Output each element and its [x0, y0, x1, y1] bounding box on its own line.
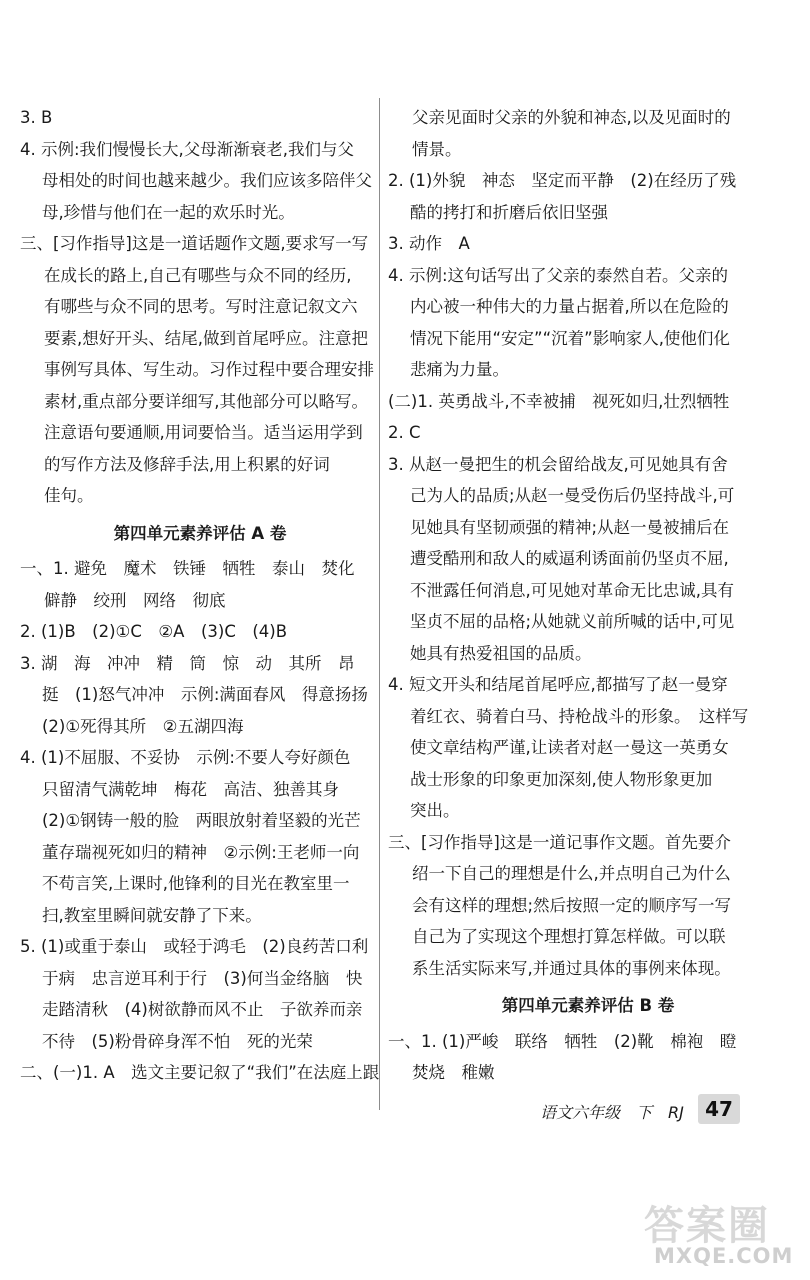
- answer-line: 自己为了实现这个理想打算怎样做。可以联: [412, 927, 726, 946]
- answer-line: 不泄露任何消息,可见她对革命无比忠诚,具有: [410, 580, 734, 600]
- answer-line: 一、1. 避免 魔术 铁锤 牺牲 泰山 焚化: [20, 559, 355, 578]
- answer-line: 焚烧 稚嫩: [412, 1063, 495, 1082]
- answer-line: 2. (1)B (2)①C ②A (3)C (4)B: [20, 622, 288, 641]
- answer-line: 只留清气满乾坤 梅花 高洁、独善其身: [42, 779, 339, 799]
- watermark-text: 答案圈: [644, 1203, 770, 1249]
- answer-line: 不待 (5)粉骨碎身浑不怕 死的光荣: [42, 1031, 313, 1051]
- answer-line: 要素,想好开头、结尾,做到首尾呼应。注意把: [44, 328, 368, 348]
- answer-line: 4. 短文开头和结尾首尾呼应,都描写了赵一曼穿: [388, 675, 728, 694]
- answer-line: 有哪些与众不同的思考。写时注意记叙文六: [44, 297, 358, 316]
- answer-line: 2. (1)外貌 神态 坚定而平静 (2)在经历了残: [388, 171, 737, 190]
- answer-line: (二)1. 英勇战斗,不幸被捕 视死如归,壮烈牺牲: [388, 391, 730, 411]
- answer-line: 见她具有坚韧顽强的精神;从赵一曼被捕后在: [410, 517, 730, 537]
- answer-line: 内心被一种伟大的力量占据着,所以在危险的: [410, 297, 729, 316]
- watermark-url: MXQE.COM: [654, 1244, 794, 1268]
- answer-line: 酷的拷打和折磨后依旧坚强: [410, 202, 608, 222]
- answer-line: 僻静 绞刑 网络 彻底: [44, 590, 226, 610]
- answer-line: 3. 湖 海 冲冲 精 筒 惊 动 其所 昂: [20, 653, 355, 673]
- answer-line: 绍一下自己的理想是什么,并点明自己为什么: [412, 864, 731, 883]
- left-column: [20, 102, 380, 1089]
- answer-line: 董存瑞视死如归的精神 ②示例:王老师一向: [42, 842, 360, 862]
- answer-line: 三、[习作指导]这是一道话题作文题,要求写一写: [20, 234, 369, 253]
- answer-line: 扫,教室里瞬间就安静了下来。: [42, 905, 262, 925]
- answer-line: 3. B: [20, 108, 53, 127]
- answer-line: 三、[习作指导]这是一道记事作文题。首先要介: [388, 832, 731, 852]
- answer-line: 父亲见面时父亲的外貌和神态,以及见面时的: [412, 108, 731, 127]
- answer-line: 坚贞不屈的品格;从她就义前所喊的话中,可见: [410, 612, 735, 631]
- answer-line: 情况下能用“安定”“沉着”影响家人,使他们化: [410, 328, 730, 348]
- answer-line: 会有这样的理想;然后按照一定的顺序写一写: [412, 895, 732, 915]
- right-column: [388, 102, 788, 1089]
- answer-line: 母,珍惜与他们在一起的欢乐时光。: [42, 202, 295, 222]
- answer-line: 悲痛为力量。: [410, 360, 509, 379]
- section-heading-a: 第四单元素养评估 A 卷: [113, 523, 287, 543]
- answer-line: 4. (1)不屈服、不妥协 示例:不要人夸好颜色: [20, 748, 351, 767]
- answer-line: (2)①钢铸一般的脸 两眼放射着坚毅的光芒: [42, 811, 361, 830]
- answer-line: 情景。: [412, 139, 462, 159]
- answer-line: 己为人的品质;从赵一曼受伤后仍坚持战斗,可: [410, 486, 735, 505]
- answer-line: 事例写具体、写生动。习作过程中要合理安排: [44, 360, 374, 379]
- answer-line: 的写作方法及修辞手法,用上积累的好词: [44, 454, 330, 474]
- answer-line: 突出。: [410, 801, 460, 820]
- answer-line: 3. 从赵一曼把生的机会留给战友,可见她具有舍: [388, 454, 728, 474]
- answer-line: 她具有热爱祖国的品质。: [410, 643, 592, 663]
- answer-line: 不苟言笑,上课时,他锋利的目光在教室里一: [42, 874, 350, 893]
- answer-line: 母相处的时间也越来越少。我们应该多陪伴父: [42, 171, 372, 190]
- answer-line: 5. (1)或重于泰山 或轻于鸿毛 (2)良药苦口利: [20, 937, 369, 956]
- watermark-logo: [640, 1192, 802, 1276]
- answer-line: 使文章结构严谨,让读者对赵一曼这一英勇女: [410, 738, 729, 757]
- answer-line: 4. 示例:我们慢慢长大,父母渐渐衰老,我们与父: [20, 139, 355, 159]
- answer-line: (2)①死得其所 ②五湖四海: [42, 716, 244, 736]
- answer-line: 走踏清秋 (4)树欲静而风不止 子欲养而亲: [42, 1000, 363, 1019]
- answer-line: 在成长的路上,自己有哪些与众不同的经历,: [44, 265, 352, 285]
- book-label: 语文六年级 下 RJ: [540, 1103, 684, 1122]
- answer-line: 着红衣、骑着白马、持枪战斗的形象。 这样写: [410, 706, 749, 726]
- answer-line: 素材,重点部分要详细写,其他部分可以略写。: [44, 391, 368, 411]
- answer-line: 挺 (1)怒气冲冲 示例:满面春风 得意扬扬: [42, 685, 368, 704]
- answer-line: 一、1. (1)严峻 联络 牺牲 (2)靴 棉袍 瞪: [388, 1031, 737, 1051]
- section-heading-b: 第四单元素养评估 B 卷: [501, 996, 675, 1015]
- answer-line: 于病 忠言逆耳利于行 (3)何当金络脑 快: [42, 968, 363, 988]
- answer-line: 佳句。: [44, 486, 94, 505]
- answer-line: 3. 动作 A: [388, 234, 470, 253]
- answer-line: 二、(一)1. A 选文主要记叙了“我们”在法庭上跟: [20, 1063, 380, 1082]
- answer-line: 4. 示例:这句话写出了父亲的泰然自若。父亲的: [388, 265, 729, 285]
- answer-line: 系生活实际来写,并通过具体的事例来体现。: [412, 958, 731, 978]
- answer-line: 战士形象的印象更加深刻,使人物形象更加: [410, 769, 713, 789]
- page-footer: [540, 1094, 740, 1128]
- answer-line: 2. C: [388, 423, 421, 442]
- answer-line: 遭受酷刑和敌人的威逼利诱面前仍坚贞不屈,: [410, 549, 729, 568]
- page-number: 47: [698, 1094, 740, 1124]
- answer-line: 注意语句要通顺,用词要恰当。适当运用学到: [44, 423, 363, 442]
